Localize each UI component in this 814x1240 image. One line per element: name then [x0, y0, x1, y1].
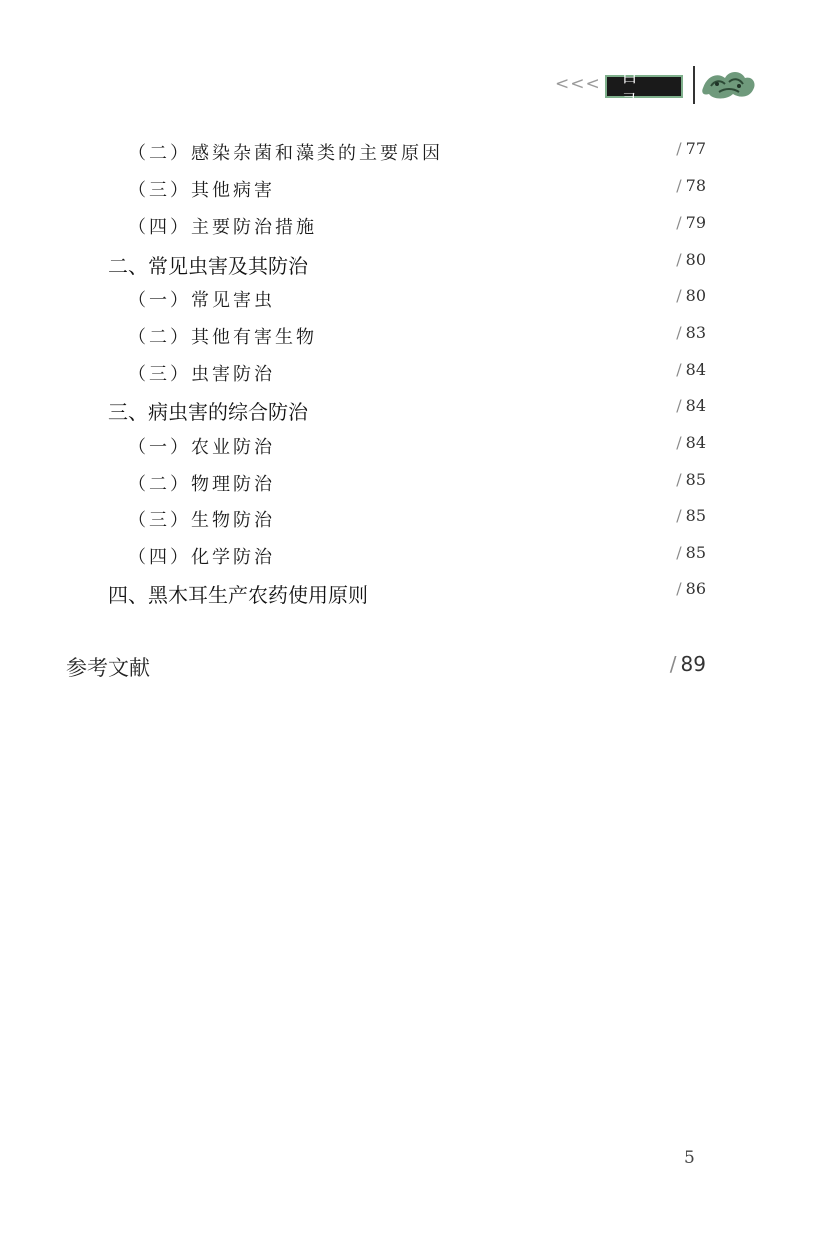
toc-references[interactable] [0, 652, 814, 682]
toc-header [555, 66, 760, 112]
toc-entry-page: 84 [685, 433, 706, 452]
toc-entry-page: 85 [685, 470, 706, 489]
toc-entry-page: 86 [685, 579, 706, 598]
toc-entry[interactable] [0, 213, 814, 243]
toc-entry[interactable] [0, 543, 814, 573]
toc-entry-title: （一）常见害虫 [128, 290, 275, 311]
page-separator: / [676, 323, 682, 342]
toc-section[interactable] [0, 396, 814, 426]
page-separator: / [676, 433, 682, 452]
toc-entry-page: 84 [685, 396, 706, 415]
toc-entry-title: （三）其他病害 [128, 180, 275, 201]
toc-entry-page: 84 [685, 360, 706, 379]
page-separator: / [676, 250, 682, 269]
toc-section-title: 四、黑木耳生产农药使用原则 [108, 583, 368, 607]
toc-references-title: 参考文献 [66, 656, 150, 680]
toc-entry[interactable] [0, 470, 814, 500]
page-separator: / [676, 360, 682, 379]
toc-entry[interactable] [0, 506, 814, 536]
toc-entry-page: 85 [685, 506, 706, 525]
toc-entry-title: （四）主要防治措施 [128, 217, 317, 238]
toc-section-title: 二、常见虫害及其防治 [108, 254, 308, 278]
toc-entry-page: 77 [685, 139, 706, 158]
page-separator: / [676, 543, 682, 562]
toc-entry-title: （二）感染杂菌和藻类的主要原因 [128, 143, 443, 164]
toc-entry[interactable] [0, 139, 814, 169]
toc-entry[interactable] [0, 360, 814, 390]
toc-entry-page: 83 [685, 323, 706, 342]
page-separator: / [676, 579, 682, 598]
page-number: 5 [684, 1148, 695, 1168]
page-separator: / [676, 286, 682, 305]
toc-entry-page: 80 [685, 250, 706, 269]
toc-section[interactable] [0, 579, 814, 609]
toc-entry-page: 85 [685, 543, 706, 562]
page-separator: / [676, 506, 682, 525]
toc-entry[interactable] [0, 323, 814, 353]
toc-entry-title: （四）化学防治 [128, 547, 275, 568]
page-separator: / [669, 652, 677, 676]
toc-entry-title: （三）生物防治 [128, 510, 275, 531]
toc-entry[interactable] [0, 176, 814, 206]
page-separator: / [676, 396, 682, 415]
toc-entry-page: 80 [685, 286, 706, 305]
toc-section[interactable] [0, 250, 814, 280]
toc-entry[interactable] [0, 286, 814, 316]
toc-entry-title: （三）虫害防治 [128, 364, 275, 385]
page-separator: / [676, 139, 682, 158]
toc-entry-title: （二）物理防治 [128, 474, 275, 495]
toc-section-title: 三、病虫害的综合防治 [108, 400, 308, 424]
page-separator: / [676, 176, 682, 195]
header-divider [693, 66, 695, 104]
ornament-icon [699, 68, 759, 102]
toc-entry-title: （一）农业防治 [128, 437, 275, 458]
toc-entry-page: 78 [685, 176, 706, 195]
section-label: 目 录 [605, 75, 683, 98]
page-separator: / [676, 470, 682, 489]
toc-entry-page: 79 [685, 213, 706, 232]
toc-entry-title: （二）其他有害生物 [128, 327, 317, 348]
toc-entry[interactable] [0, 433, 814, 463]
chevrons-left-icon: <<< [555, 74, 601, 94]
toc-entry-page: 89 [680, 652, 706, 676]
page-separator: / [676, 213, 682, 232]
